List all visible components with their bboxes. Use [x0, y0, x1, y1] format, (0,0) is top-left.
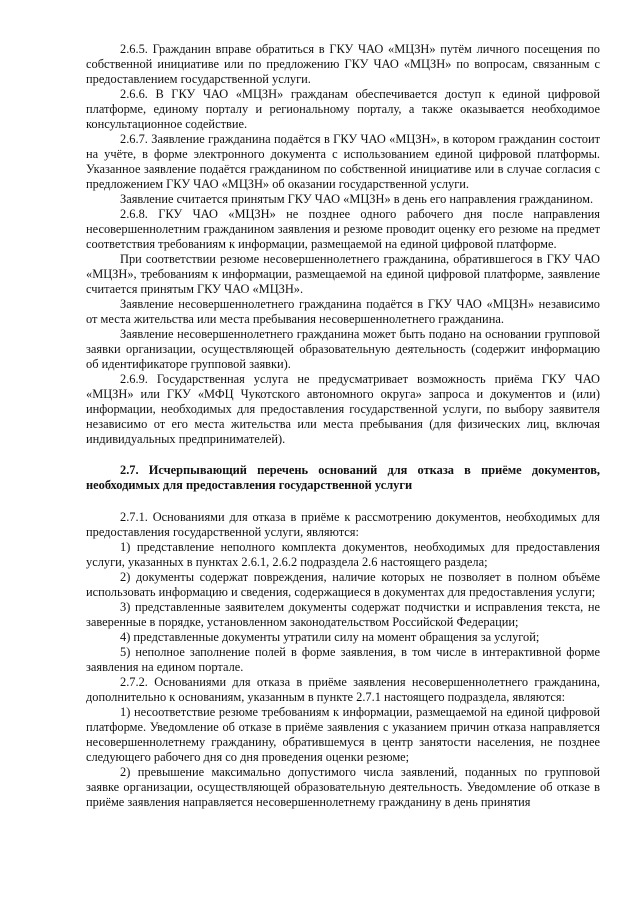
- list-item-3: 3) представленные заявителем документы содержат подчистки и исправления текста, не заверенные в порядке, установленном законодательством Российской Федерации;: [86, 600, 600, 629]
- list-item-2-7-2-1: 1) несоответствие резюме требованиям к информации, размещаемой на единой цифровой платформе. Уведомление об отказе в приёме заявления с указанием причин отказа направляется несовершеннолетнему гражданину, обратившемуся в центр занятости населения, не позднее следующего рабочего дня со дня проведения оценки резюме;: [86, 705, 600, 764]
- list-item-2: 2) документы содержат повреждения, наличие которых не позволяет в полном объёме использовать информацию и сведения, содержащиеся в документах для предоставления услуги;: [86, 570, 600, 599]
- paragraph-2-6-5: 2.6.5. Гражданин вправе обратиться в ГКУ ЧАО «МЦЗН» путём личного посещения по собственной инициативе или по предложению ГКУ ЧАО «МЦЗН» по вопросам, связанным с предоставлением государственной услуги.: [86, 42, 600, 86]
- paragraph-2-7-1: 2.7.1. Основаниями для отказа в приёме к рассмотрению документов, необходимых для предоставления государственной услуги, являются:: [86, 510, 600, 539]
- document-page: [86, 42, 600, 810]
- paragraph-application-accepted: Заявление считается принятым ГКУ ЧАО «МЦЗН» в день его направления гражданином.: [120, 192, 594, 206]
- paragraph-2-6-6: 2.6.6. В ГКУ ЧАО «МЦЗН» гражданам обеспечивается доступ к единой цифровой платформе, единому порталу и региональному порталу, а также оказывается необходимое консультационное содействие.: [86, 87, 600, 131]
- list-item-5: 5) неполное заполнение полей в форме заявления, в том числе в интерактивной форме заявления на едином портале.: [86, 645, 600, 674]
- list-item-1: 1) представление неполного комплекта документов, необходимых для предоставления услуги, указанных в пунктах 2.6.1, 2.6.2 подраздела 2.6 настоящего раздела;: [86, 540, 600, 569]
- paragraph-2-6-8: 2.6.8. ГКУ ЧАО «МЦЗН» не позднее одного рабочего дня после направления несовершеннолетним гражданином заявления и резюме проводит оценку его резюме на предмет соответствия требованиям к информации, размещаемой на единой цифровой платформе.: [86, 207, 600, 251]
- section-heading-2-7: 2.7. Исчерпывающий перечень оснований для отказа в приёме документов, необходимых для предоставления государственной услуги: [86, 463, 600, 492]
- paragraph-group-application: Заявление несовершеннолетнего гражданина может быть подано на основании групповой заявки организации, осуществляющей образовательную деятельность (содержит информацию об идентификаторе групповой заявки).: [86, 327, 600, 371]
- list-item-4: 4) представленные документы утратили силу на момент обращения за услугой;: [120, 630, 540, 644]
- paragraph-2-6-9: 2.6.9. Государственная услуга не предусматривает возможность приёма ГКУ ЧАО «МЦЗН» или ГКУ «МФЦ Чукотского автономного округа» запроса и документов и (или) информации, необходимых для предоставления государственной услуги, по выбору заявителя независимо от его места жительства или места пребывания (для физических лиц, включая индивидуальных предпринимателей).: [86, 372, 600, 446]
- list-item-2-7-2-2: 2) превышение максимально допустимого числа заявлений, поданных по групповой заявке организации, осуществляющей образовательную деятельность. Уведомление об отказе в приёме заявления направляется несовершеннолетнему гражданину в день принятия: [86, 765, 600, 809]
- paragraph-resume-compliance: При соответствии резюме несовершеннолетнего гражданина, обратившегося в ГКУ ЧАО «МЦЗН», требованиям к информации, размещаемой на единой цифровой платформе, заявление считается принятым ГКУ ЧАО «МЦЗН».: [86, 252, 600, 296]
- paragraph-minor-application-place: Заявление несовершеннолетнего гражданина подаётся в ГКУ ЧАО «МЦЗН» независимо от места жительства или места пребывания несовершеннолетнего гражданина.: [86, 297, 600, 326]
- paragraph-2-7-2: 2.7.2. Основаниями для отказа в приёме заявления несовершеннолетнего гражданина, дополнительно к основаниям, указанным в пункте 2.7.1 настоящего подраздела, являются:: [86, 675, 600, 704]
- paragraph-2-6-7: 2.6.7. Заявление гражданина подаётся в ГКУ ЧАО «МЦЗН», в котором гражданин состоит на учёте, в форме электронного документа с использованием единой цифровой платформы. Указанное заявление подаётся гражданином по собственной инициативе или в случае согласия с предложением ГКУ ЧАО «МЦЗН» об оказании государственной услуги.: [86, 132, 600, 191]
